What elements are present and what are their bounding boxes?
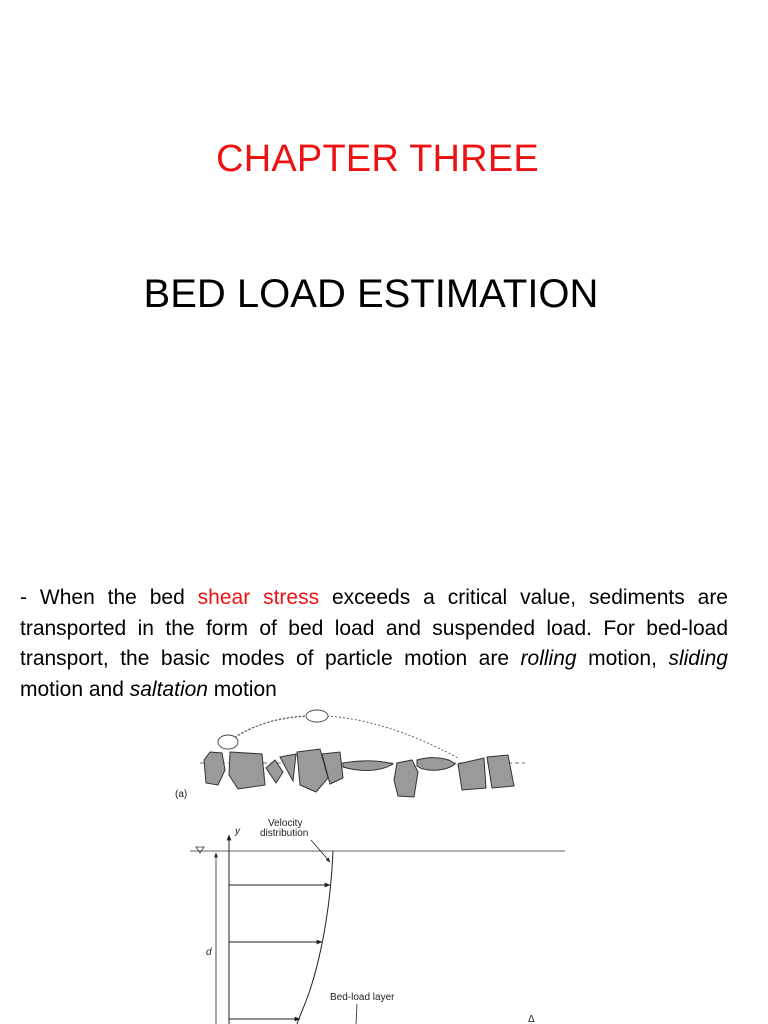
velocity-profile-diagram — [190, 818, 565, 1024]
velocity-label-line2: distribution — [260, 828, 309, 839]
delta-label: Δ — [528, 1014, 535, 1024]
bed-particles — [204, 749, 514, 797]
bed-load-layer-label: Bed-load layer — [330, 992, 395, 1003]
saltation-path-left — [225, 716, 315, 745]
depth-label: d — [206, 947, 212, 958]
para-text-2: exceeds a critical value, sediments are transported in the form of bed load and suspended load. For bed-load transport, the basic modes of particle motion are — [20, 586, 728, 670]
mode-sliding: sliding — [668, 647, 728, 670]
para-text-4: motion and — [20, 677, 130, 701]
y-axis-label: y — [235, 826, 240, 837]
chapter-heading: CHAPTER THREE — [216, 138, 539, 180]
para-text-1: - When the bed — [20, 586, 198, 609]
saltating-particle — [306, 710, 328, 722]
bed-load-leader — [356, 1004, 357, 1024]
shear-stress-highlight: shear stress — [197, 586, 320, 609]
page-title: BED LOAD ESTIMATION — [143, 272, 599, 316]
velocity-profile-curve — [297, 851, 333, 1024]
velocity-label-line1: Velocity — [268, 818, 303, 829]
mode-rolling: rolling — [520, 647, 577, 670]
panel-label: (a) — [175, 789, 188, 800]
para-text-3: motion, — [576, 647, 669, 670]
saltation-path — [232, 716, 458, 758]
rolling-particle — [218, 735, 238, 749]
para-text-5: motion — [207, 677, 277, 701]
mode-saltation: saltation — [129, 677, 208, 701]
water-surface-symbol — [196, 847, 204, 853]
particle-motion-diagram — [175, 710, 525, 800]
